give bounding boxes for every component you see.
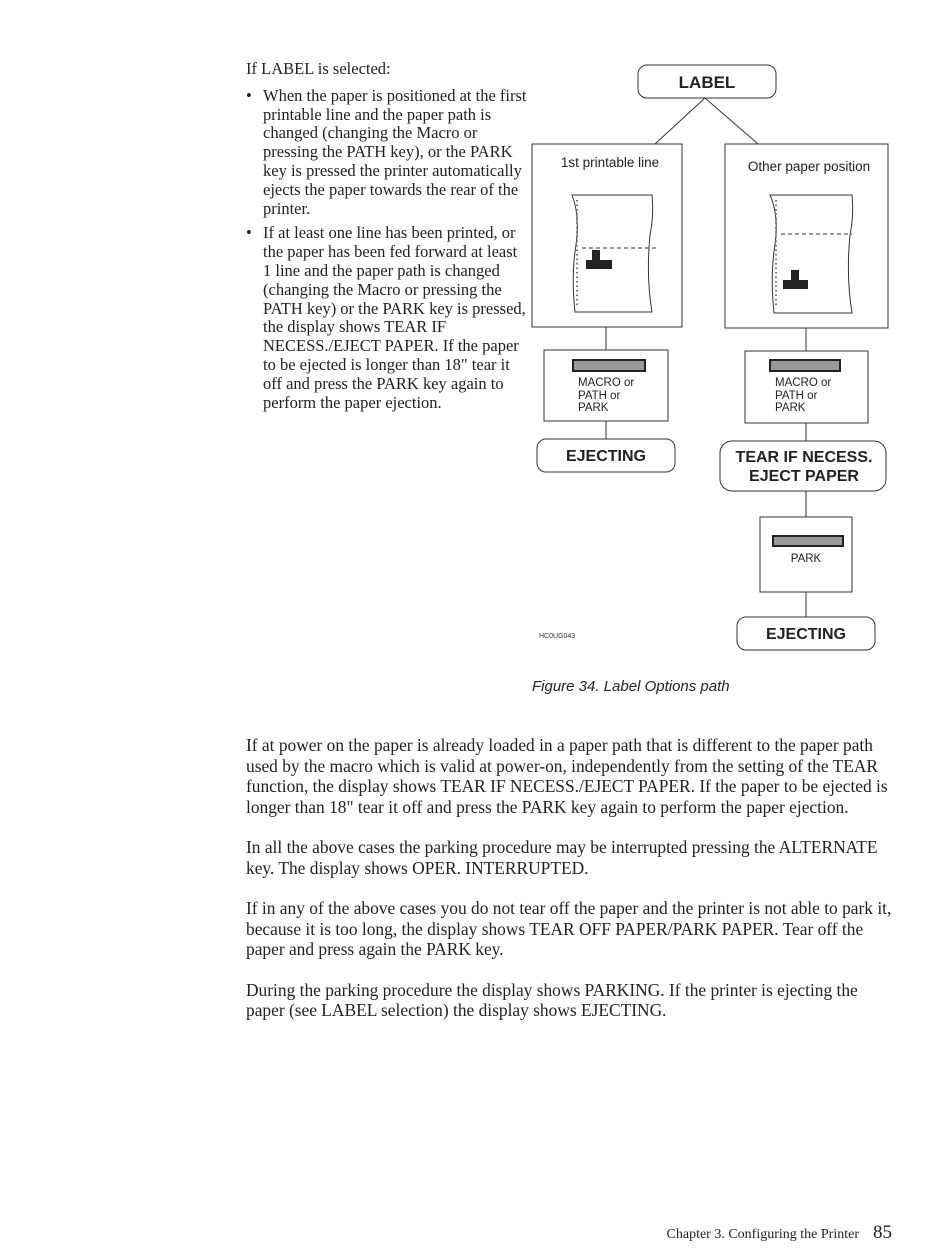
figure-caption: Figure 34. Label Options path	[532, 678, 730, 695]
body-paragraph: In all the above cases the parking procedure may be interrupted pressing the ALTERNATE key. The display shows OPER. INTERRUPTED.	[246, 837, 878, 878]
tear-eject-line2: EJECT PAPER	[749, 468, 859, 485]
page-number: 85	[873, 1222, 892, 1243]
key-bar-icon	[573, 360, 645, 371]
page-footer	[667, 1222, 892, 1244]
intro-bullet: • When the paper is positioned at the first printable line and the paper path is changed (changing the Macro or pressing the PATH key), or the PARK key is pressed the printer automatically ejects the paper towards the rear of the printer.	[246, 87, 528, 219]
intro-bullet: • If at least one line has been printed, or the paper has been fed forward at least 1 line and the paper path is changed (changing the Macro or pressing the PATH key) or the PARK key is pressed, the display shows TEAR IF NECESS./EJECT PAPER. If the paper to be ejected is longer than 18" tear it off and press the PARK key again to perform the paper ejection.	[246, 224, 528, 412]
right-key-line: MACRO or	[775, 377, 832, 389]
tear-eject-line1: TEAR IF NECESS.	[735, 449, 873, 466]
label-options-diagram	[520, 55, 910, 675]
park-key-label: PARK	[790, 553, 822, 565]
chapter-title: Chapter 3. Configuring the Printer	[666, 1227, 859, 1242]
intro-lead: If LABEL is selected:	[246, 59, 391, 78]
paper-icon-first-line	[572, 195, 656, 312]
body-paragraph: If in any of the above cases you do not tear off the paper and the printer is not able to park it, because it is too long, the display shows TEAR OFF PAPER/PARK PAPER. Tear off the paper and press again the PARK key.	[246, 898, 892, 959]
left-key-line: PATH or	[578, 390, 621, 402]
body-text	[246, 735, 896, 1041]
body-paragraph: If at power on the paper is already loaded in a paper path that is different to the paper path used by the macro which is valid at power-on, independently from the setting of the TEAR function, the display shows TEAR IF NECESS./EJECT PAPER. If the paper to be ejected is longer than 18" tear it off and press the PARK key again to perform the paper ejection.	[246, 735, 888, 817]
key-bar-icon	[770, 360, 840, 371]
figure-id: HC0UG043	[539, 633, 576, 640]
left-key-line: MACRO or	[578, 377, 635, 389]
left-panel-title: 1st printable line	[560, 155, 660, 170]
right-key-line: PARK	[775, 402, 806, 414]
body-paragraph: During the parking procedure the display shows PARKING. If the printer is ejecting the paper (see LABEL selection) the display shows EJECTING.	[246, 979, 858, 1020]
right-key-line: PATH or	[775, 390, 818, 402]
intro-bullet-list	[246, 87, 528, 413]
final-ejecting-text: EJECTING	[765, 626, 847, 643]
intro-column	[246, 60, 528, 418]
left-ejecting-text: EJECTING	[565, 448, 647, 465]
left-key-line: PARK	[578, 402, 609, 414]
right-panel-title: Other paper position	[747, 159, 871, 174]
label-root-text: LABEL	[678, 73, 736, 92]
key-bar-icon	[773, 536, 843, 546]
paper-icon-other-position	[770, 195, 853, 313]
